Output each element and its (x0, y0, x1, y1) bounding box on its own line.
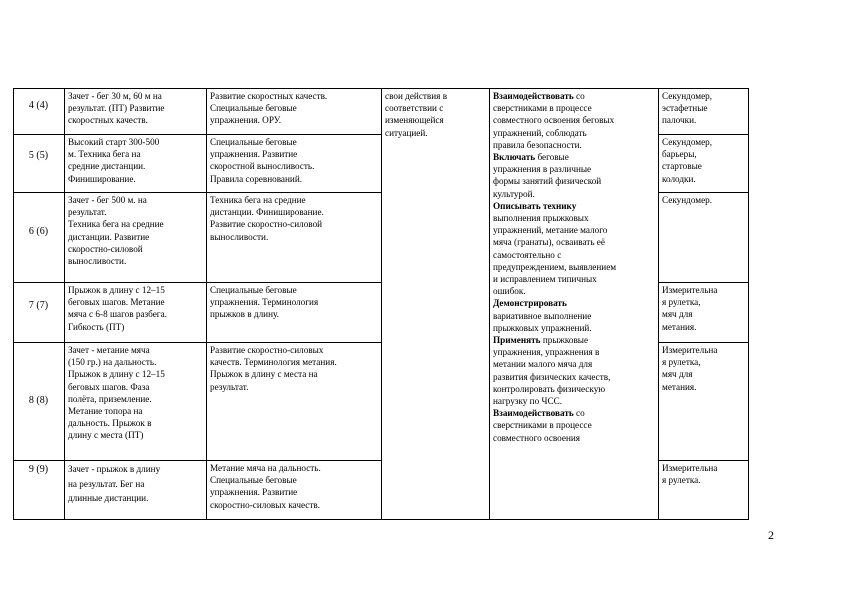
lesson-equipment: Измерительна я рулетка. (662, 463, 718, 486)
activity-item (493, 200, 657, 298)
lesson-theory: Развитие скоростно-силовых качеств. Терминология метания. Прыжок в длину с места на результат. (210, 345, 337, 392)
activity-text: со сверстниками в процессе совместного освоения беговых упражнений, соблюдать правила безопасности. (493, 91, 615, 150)
lesson-theory: Метание мяча на дальность. Специальные беговые упражнения. Развитие скоростно-силовых качеств. (210, 463, 321, 510)
activity-item (493, 334, 657, 407)
uud-cell: свои действия в соответствии с изменяющейся ситуацией. (385, 91, 448, 138)
lesson-number: 8 (8) (28, 395, 49, 406)
activity-text: выполнения прыжковых упражнений, метание малого мяча (гранаты), осваивать её самостоятельно с предупреждением, выявлением и исправлением типичных ошибок. (493, 213, 617, 297)
activity-text: беговые упражнения в различные формы занятий физической культурой. (493, 152, 602, 199)
lesson-theory: Техника бега на средние дистанции. Финиширование. Развитие скоростно-силовой выносливости. (210, 195, 324, 242)
activity-verb: Демонстрировать (493, 298, 567, 309)
lesson-content: Зачет - прыжок в длину на результат. Бег на длинные дистанции. (68, 464, 161, 503)
activity-verb: Применять (493, 335, 541, 346)
activity-item (493, 407, 657, 444)
activity-item (493, 151, 657, 200)
lesson-equipment: Секундомер, барьеры, стартовые колодки. (662, 137, 713, 184)
lesson-equipment: Секундомер, эстафетные палочки. (662, 91, 713, 126)
lesson-number: 6 (6) (28, 226, 49, 237)
activity-verb: Взаимодействовать (493, 408, 574, 419)
activity-verb: Взаимодействовать (493, 91, 574, 101)
lesson-content: Зачет - метание мяча (150 гр.) на дальность. Прыжок в длину с 12–15 беговых шагов. Фаза полёта, приземление. Метание топора на дальность. Прыжок в длину с места (ПТ) (68, 345, 165, 441)
lesson-theory: Специальные беговые упражнения. Развитие скоростной выносливость. Правила соревнований. (210, 137, 315, 184)
activity-text: со сверстниками в процессе совместного освоения (493, 408, 592, 443)
lesson-content: Прыжок в длину с 12–15 беговых шагов. Метание мяча с 6-8 шагов разбега. Гибкость (ПТ) (68, 285, 167, 332)
lesson-equipment: Секундомер. (662, 195, 713, 205)
activity-text: вариативное выполнение прыжковых упражнений. (493, 310, 592, 333)
activity-item (493, 297, 657, 334)
activity-item (493, 90, 657, 151)
lesson-equipment: Измерительна я рулетка, мяч для метания. (662, 285, 718, 332)
student-activities-cell (493, 90, 657, 444)
lesson-theory: Специальные беговые упражнения. Терминология прыжков в длину. (210, 285, 319, 320)
activity-verb: Описывать технику (493, 200, 577, 211)
lesson-number: 9 (9) (28, 464, 49, 475)
lesson-content: Высокий старт 300-500 м. Техника бега на средние дистанции. Финиширование. (68, 137, 160, 184)
lesson-content: Зачет - бег 500 м. на результат. Техника бега на средние дистанции. Развитие скоростно-силовой выносливости. (68, 195, 164, 267)
lesson-equipment: Измерительна я рулетка, мяч для метания. (662, 345, 718, 392)
page-number: 2 (768, 528, 774, 542)
lesson-number: 4 (4) (28, 100, 49, 111)
lesson-number: 5 (5) (28, 150, 49, 161)
activity-verb: Включать (493, 152, 536, 163)
lesson-number: 7 (7) (28, 300, 49, 311)
activity-text: прыжковые упражнения, упражнения в метании малого мяча для развития физических качеств, контролировать физическую нагрузку по ЧСС. (493, 335, 611, 407)
lesson-content: Зачет - бег 30 м, 60 м на результат. (ПТ) Развитие скоростных качеств. (68, 91, 165, 126)
lesson-theory: Развитие скоростных качеств. Специальные беговые упражнения. ОРУ. (210, 91, 328, 126)
